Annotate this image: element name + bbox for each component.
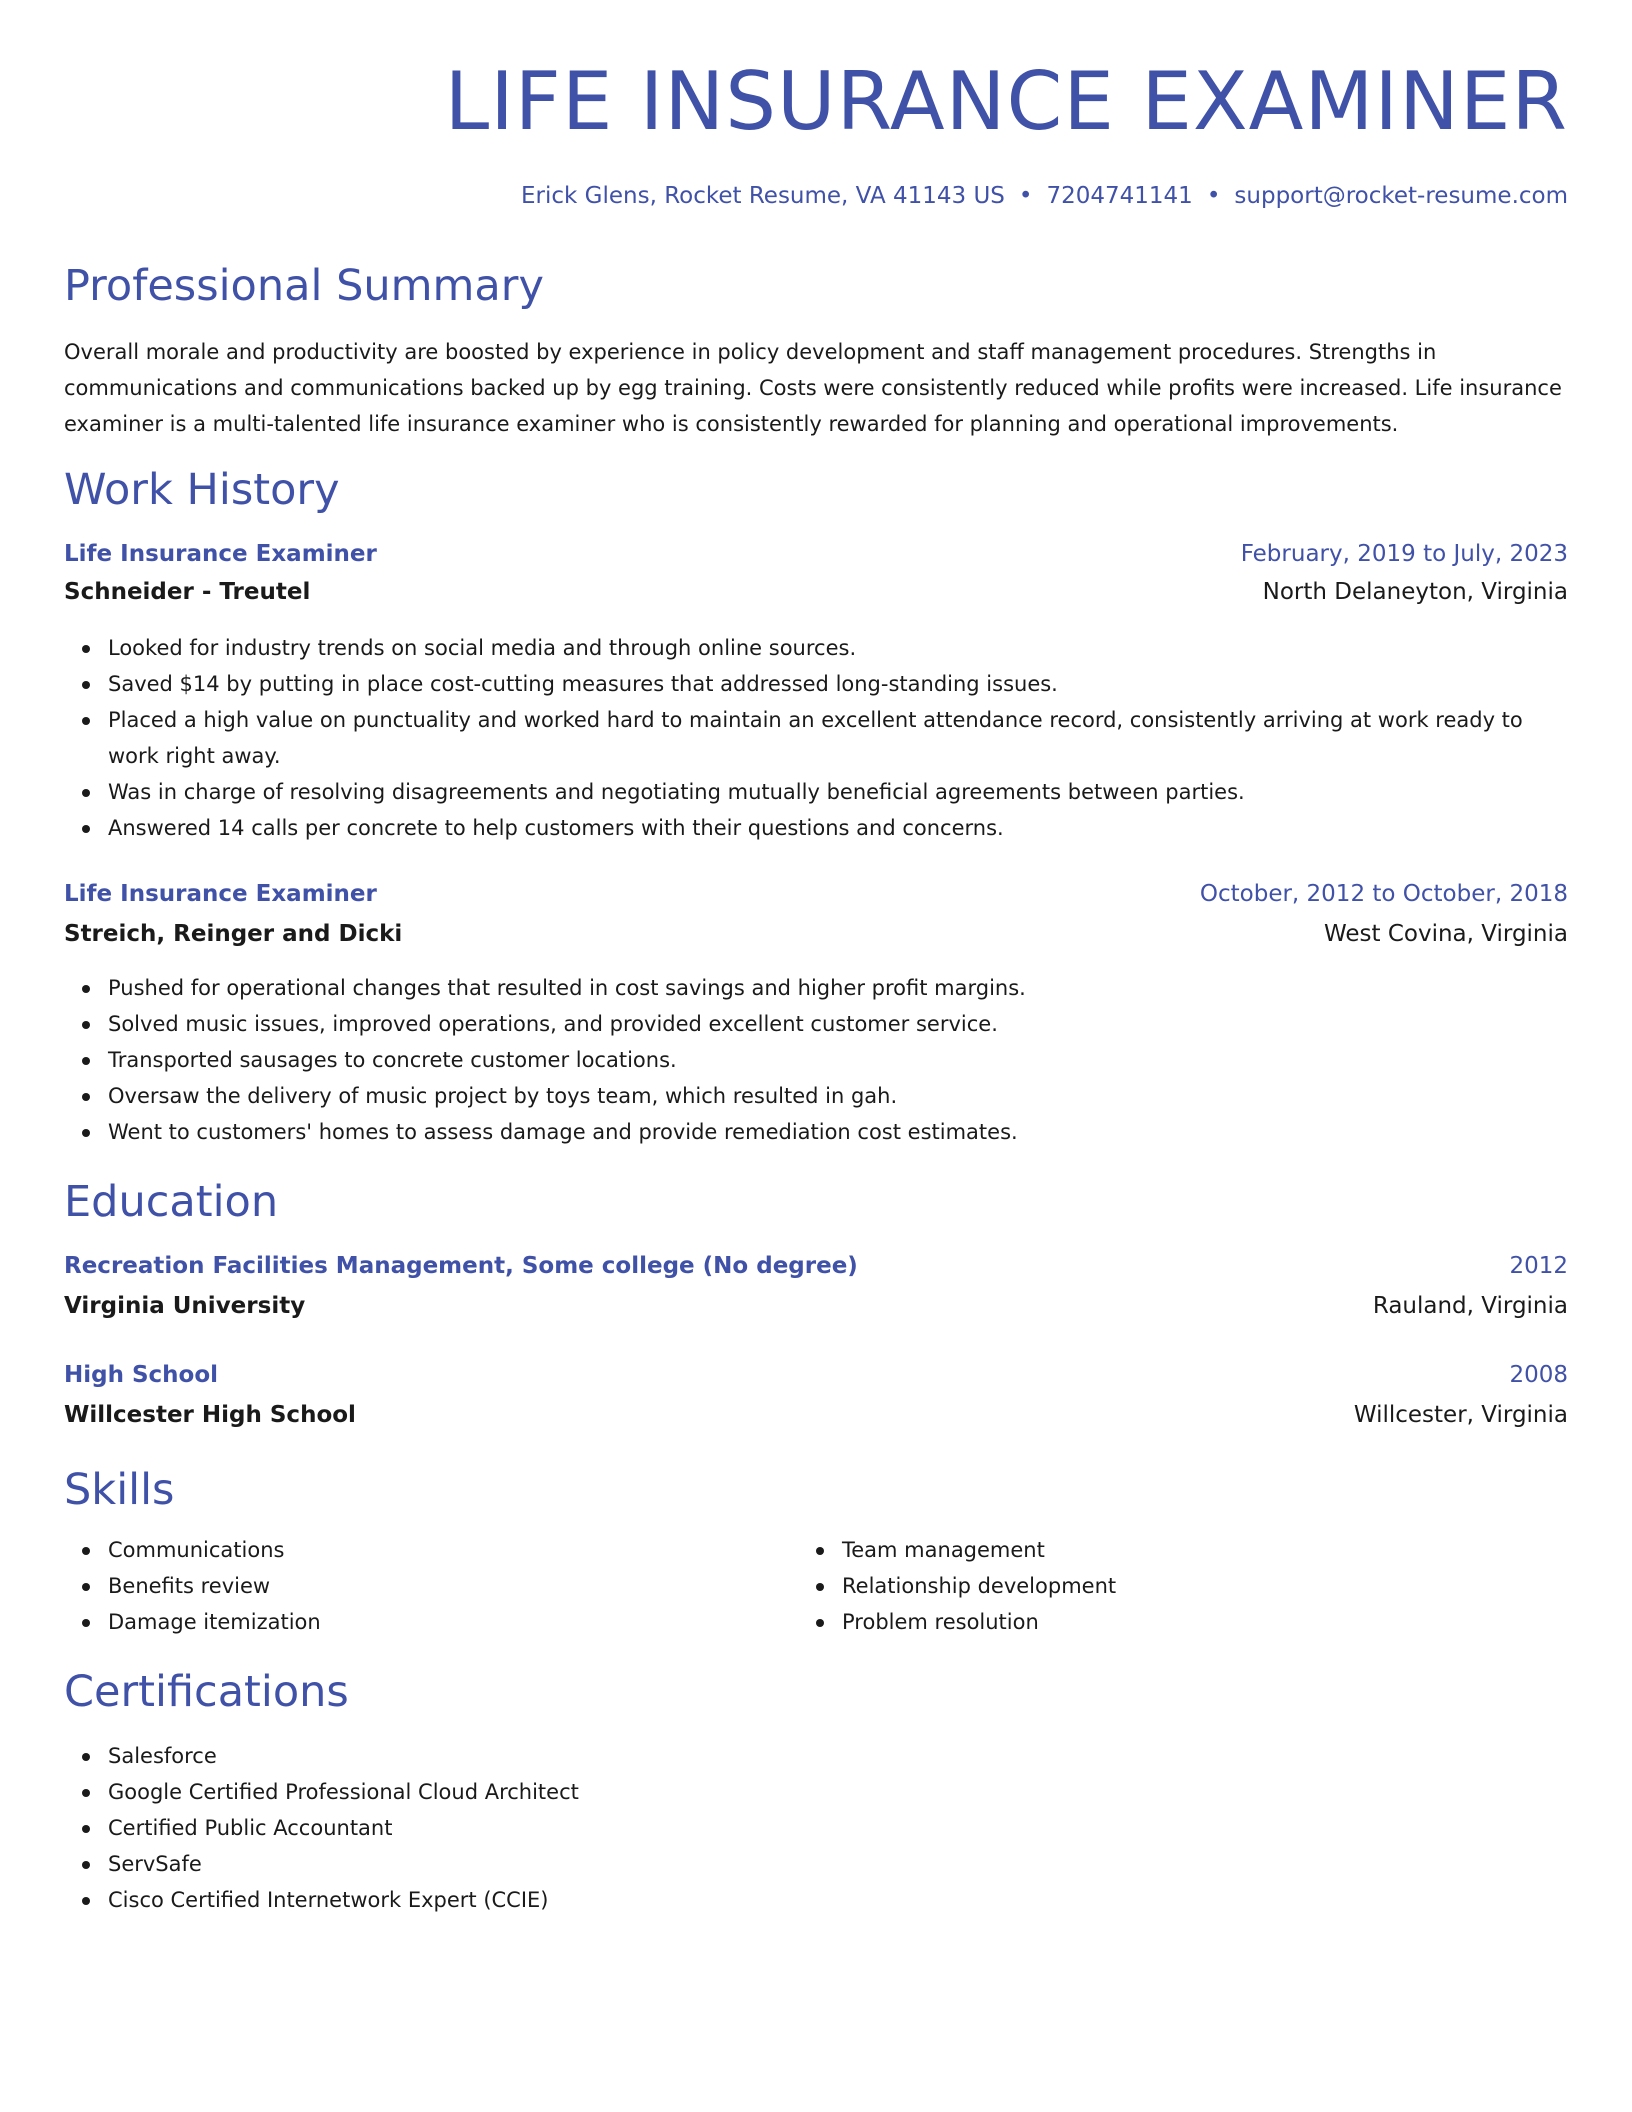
skill-item: Team management (842, 1532, 1568, 1568)
contact-separator: • (1018, 183, 1033, 209)
certification-item: ServSafe (108, 1846, 1568, 1882)
education-degree: High School (64, 1362, 219, 1388)
work-history-heading: Work History (64, 465, 340, 515)
certifications-list (64, 1738, 1568, 1918)
list-item: Pushed for operational changes that resulted in cost savings and higher profit margins. (108, 970, 1568, 1006)
list-item: Answered 14 calls per concrete to help customers with their questions and concerns. (108, 810, 1568, 846)
job-1-header (64, 538, 1568, 570)
list-item: Oversaw the delivery of music project by toys team, which resulted in gah. (108, 1078, 1568, 1114)
list-item: Looked for industry trends on social media and through online sources. (108, 630, 1568, 666)
certification-item: Certified Public Accountant (108, 1810, 1568, 1846)
job-title: Life Insurance Examiner (64, 881, 377, 907)
education-degree: Recreation Facilities Management, Some college (No degree) (64, 1253, 858, 1279)
skills-list-right (798, 1532, 1568, 1640)
education-school: Virginia University (64, 1293, 306, 1319)
skill-item: Problem resolution (842, 1604, 1568, 1640)
job-1-company-row (64, 576, 1568, 608)
job-location: North Delaneyton, Virginia (1262, 579, 1568, 605)
certifications-heading: Certifications (64, 1667, 349, 1717)
education-year: 2012 (1509, 1253, 1568, 1279)
contact-email: support@rocket-resume.com (1234, 183, 1568, 209)
list-item: Placed a high value on punctuality and worked hard to maintain an excellent attendance record, consistently arriving at work ready to work right away. (108, 702, 1568, 774)
education-1-header (64, 1250, 1568, 1282)
skills-list-left (64, 1532, 808, 1640)
job-2-bullets (64, 970, 1568, 1150)
education-location: Willcester, Virginia (1353, 1402, 1568, 1428)
list-item: Went to customers' homes to assess damage and provide remediation cost estimates. (108, 1114, 1568, 1150)
skill-item: Relationship development (842, 1568, 1568, 1604)
job-dates: October, 2012 to October, 2018 (1199, 881, 1568, 907)
skill-item: Damage itemization (108, 1604, 808, 1640)
job-location: West Covina, Virginia (1323, 921, 1568, 947)
skill-item: Benefits review (108, 1568, 808, 1604)
resume-name: LIFE INSURANCE EXAMINER (444, 55, 1568, 148)
contact-line (521, 180, 1568, 212)
list-item: Solved music issues, improved operations, and provided excellent customer service. (108, 1006, 1568, 1042)
job-1-bullets (64, 630, 1568, 846)
job-dates: February, 2019 to July, 2023 (1240, 541, 1568, 567)
education-school: Willcester High School (64, 1402, 356, 1428)
job-company: Streich, Reinger and Dicki (64, 921, 403, 947)
list-item: Transported sausages to concrete customer locations. (108, 1042, 1568, 1078)
list-item: Saved $14 by putting in place cost-cutting measures that addressed long-standing issues. (108, 666, 1568, 702)
certification-item: Salesforce (108, 1738, 1568, 1774)
job-2-header (64, 878, 1568, 910)
education-location: Rauland, Virginia (1372, 1293, 1568, 1319)
summary-text: Overall morale and productivity are boosted by experience in policy development and staff management procedures. Strengths in communications and communications backed up by egg training. Costs were consistently reduced while profits were increased. Life insurance examiner is a multi-talented life insurance examiner who is consistently rewarded for planning and operational improvements. (64, 340, 1562, 436)
job-title: Life Insurance Examiner (64, 541, 377, 567)
education-heading: Education (64, 1177, 279, 1227)
education-1-school-row (64, 1290, 1568, 1322)
job-company: Schneider - Treutel (64, 579, 311, 605)
certification-item: Google Certified Professional Cloud Architect (108, 1774, 1568, 1810)
education-2-school-row (64, 1399, 1568, 1431)
contact-phone: 7204741141 (1046, 183, 1193, 209)
skills-heading: Skills (64, 1465, 175, 1515)
summary-heading: Professional Summary (64, 261, 544, 311)
contact-separator: • (1206, 183, 1221, 209)
list-item: Was in charge of resolving disagreements and negotiating mutually beneficial agreements between parties. (108, 774, 1568, 810)
education-year: 2008 (1509, 1362, 1568, 1388)
certification-item: Cisco Certified Internetwork Expert (CCIE) (108, 1882, 1568, 1918)
job-2-company-row (64, 918, 1568, 950)
contact-address: Erick Glens, Rocket Resume, VA 41143 US (521, 183, 1005, 209)
education-2-header (64, 1359, 1568, 1391)
skill-item: Communications (108, 1532, 808, 1568)
